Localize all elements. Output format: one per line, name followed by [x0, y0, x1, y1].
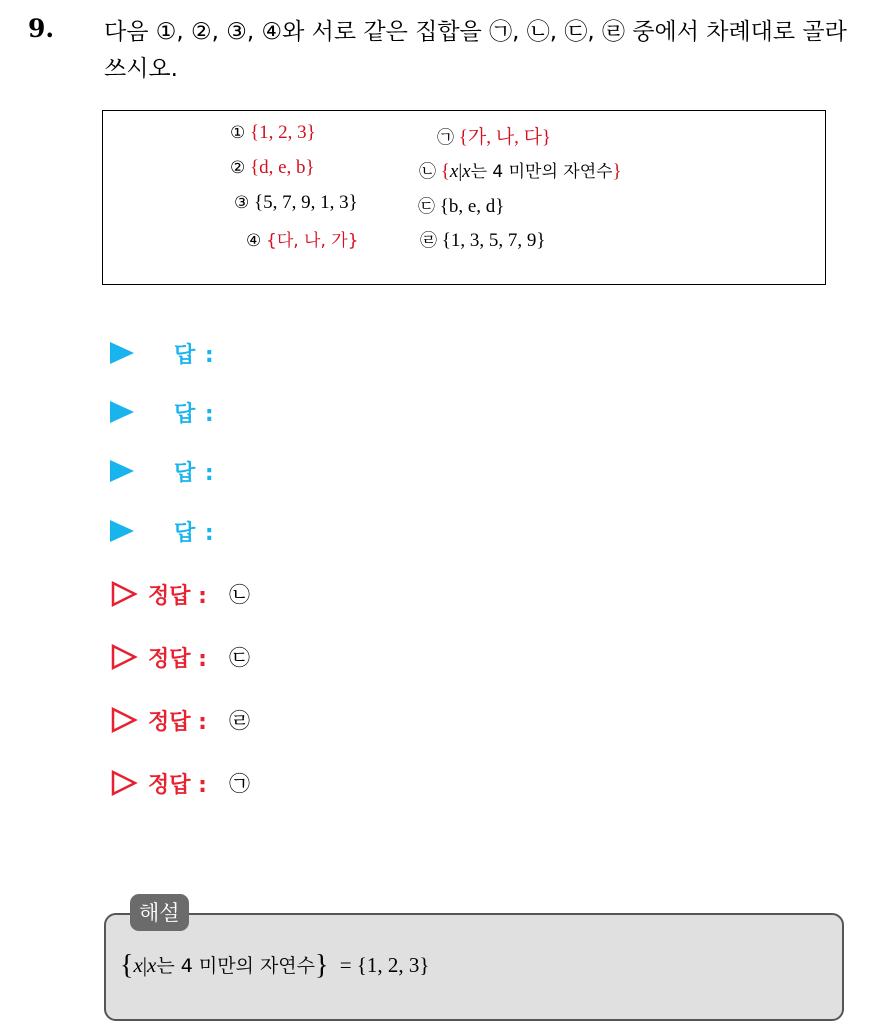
correct-value: ㉡: [228, 583, 250, 607]
play-triangle-icon: [110, 401, 134, 423]
correct-label: 정답 :: [148, 646, 207, 672]
solution-bar: |: [142, 953, 147, 977]
correct-row-3: [110, 703, 250, 737]
set-row-3-right: [418, 192, 504, 218]
solution-close-brace: }: [315, 950, 329, 981]
correct-value: ㉣: [228, 709, 250, 733]
set-c: {b, e, d}: [439, 196, 505, 217]
solution-var: x: [133, 953, 143, 977]
play-triangle-icon: [110, 520, 134, 542]
set-row-4: [246, 226, 359, 252]
circled-a: ㉠: [437, 128, 454, 148]
set-b-condition: 는 4 미만의 자연수: [470, 162, 613, 182]
play-triangle-icon: [110, 460, 134, 482]
set-1: {1, 2, 3}: [250, 122, 316, 143]
correct-row-4: [110, 766, 250, 800]
solution-var2: x: [147, 953, 157, 977]
question-text: 다음 ①, ②, ③, ④와 서로 같은 집합을 ㉠, ㉡, ㉢, ㉣ 중에서 차례대로 골라 쓰시오.: [104, 19, 847, 82]
set-a: {가, 나, 다}: [458, 127, 552, 148]
correct-value: ㉠: [228, 772, 250, 796]
set-b-open-brace: {: [440, 161, 450, 182]
set-row-1-right: [437, 122, 551, 149]
set-b-close-brace: }: [612, 161, 622, 182]
hollow-triangle-icon: [110, 769, 138, 797]
circled-d: ㉣: [420, 231, 437, 251]
correct-label: 정답 :: [148, 709, 207, 735]
correct-row-2: [110, 640, 250, 674]
answer-label: 답 :: [174, 342, 215, 368]
play-triangle-icon: [110, 342, 134, 364]
correct-label: 정답 :: [148, 772, 207, 798]
set-4: {다, 나, 가}: [266, 231, 359, 251]
answer-row-4[interactable]: [110, 514, 215, 548]
solution-rhs: = {1, 2, 3}: [339, 953, 430, 977]
set-row-1: [230, 122, 316, 144]
set-row-3: [234, 192, 358, 214]
circled-1: ①: [230, 123, 246, 143]
question-number: 9.: [28, 14, 55, 43]
set-3: {5, 7, 9, 1, 3}: [254, 192, 358, 213]
set-row-2: [230, 157, 315, 179]
answer-row-3[interactable]: [110, 454, 215, 488]
solution-text: [120, 950, 429, 982]
solution-open-brace: {: [120, 950, 134, 981]
answer-row-2[interactable]: [110, 395, 215, 429]
solution-condition: 는 4 미만의 자연수: [156, 955, 316, 977]
set-2: {d, e, b}: [250, 157, 315, 178]
circled-b: ㉡: [419, 162, 436, 182]
set-b-var2: x: [462, 161, 471, 182]
set-row-2-right: [419, 157, 622, 183]
answer-label: 답 :: [174, 460, 215, 486]
hollow-triangle-icon: [110, 580, 138, 608]
hollow-triangle-icon: [110, 706, 138, 734]
correct-label: 정답 :: [148, 583, 207, 609]
answer-label: 답 :: [174, 401, 215, 427]
answer-row-1[interactable]: [110, 336, 215, 370]
circled-2: ②: [230, 158, 246, 178]
set-d: {1, 3, 5, 7, 9}: [441, 230, 546, 251]
solution-tag: 해설: [130, 894, 189, 931]
set-b-var: x: [449, 161, 459, 182]
circled-3: ③: [234, 193, 250, 213]
correct-row-1: [110, 577, 250, 611]
set-b-bar: |: [458, 161, 463, 182]
answer-label: 답 :: [174, 520, 215, 546]
set-row-4-right: [420, 226, 546, 252]
correct-value: ㉢: [228, 646, 250, 670]
hollow-triangle-icon: [110, 643, 138, 671]
circled-4: ④: [246, 231, 262, 251]
circled-c: ㉢: [418, 197, 435, 217]
